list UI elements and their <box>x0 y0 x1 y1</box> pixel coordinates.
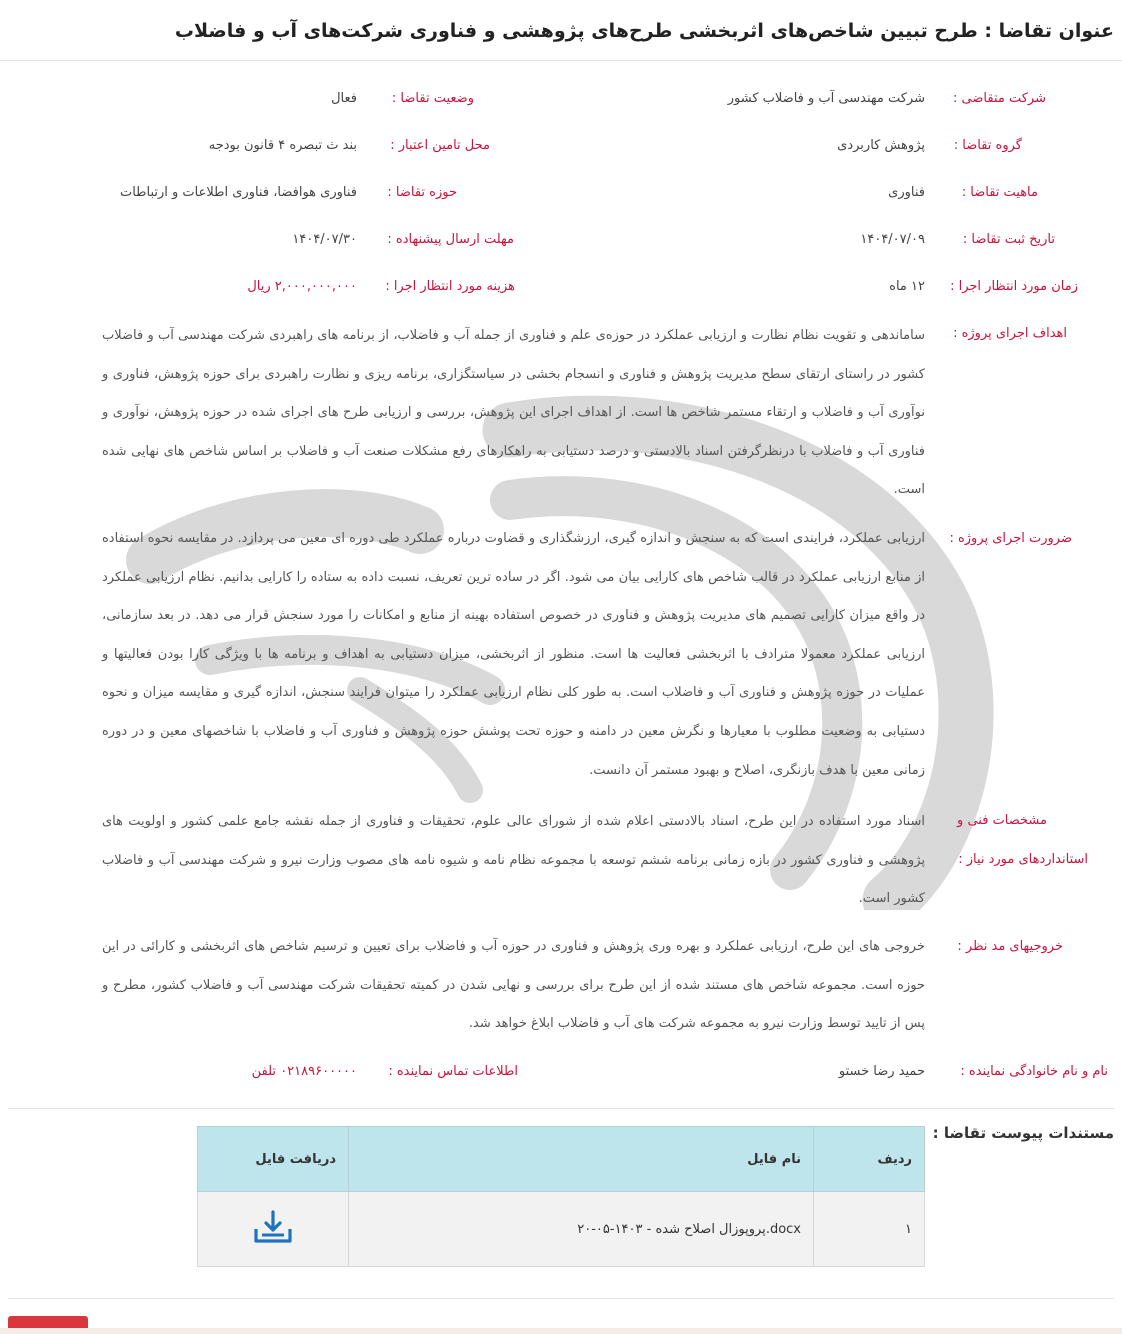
file-name: پروپوزال اصلاح شده - ۱۴۰۳-۰۵-۲۰.docx <box>577 1221 801 1237</box>
download-file-button[interactable] <box>253 1210 293 1248</box>
file-name-cell <box>349 1192 814 1267</box>
download-cell <box>198 1192 349 1267</box>
request-status-label: وضعیت تقاضا : <box>391 91 474 106</box>
page-bottom-edge <box>0 1328 1122 1334</box>
column-header-file-name: نام فایل <box>349 1127 814 1192</box>
title-bar <box>0 8 1122 61</box>
request-group-value: پژوهش کاربردی <box>837 138 925 153</box>
applicant-company-value: شرکت مهندسی آب و فاضلاب کشور <box>727 91 925 106</box>
row-number-cell: ۱ <box>814 1192 925 1267</box>
technical-specs-label-line2: استانداردهای مورد نیاز : <box>958 852 1088 867</box>
project-necessity-label: ضرورت اجرای پروژه : <box>949 531 1072 546</box>
footer-divider <box>8 1298 1114 1299</box>
contact-info-value: ۰۲۱۸۹۶۰۰۰۰۰ تلفن <box>251 1064 357 1079</box>
registration-date-value: ۱۴۰۴/۰۷/۰۹ <box>860 232 925 247</box>
request-title: عنوان تقاضا : طرح تبیین شاخص‌های اثربخشی طرح‌های پژوهشی و فناوری شرکت‌های آب و فاضلاب <box>174 20 1114 42</box>
applicant-company-label: شرکت متقاضی : <box>953 91 1046 106</box>
expected-cost-value: ۲,۰۰۰,۰۰۰,۰۰۰ ریال <box>247 279 357 294</box>
representative-name-label: نام و نام خانوادگی نماینده : <box>960 1064 1108 1079</box>
funding-source-value: بند ث تبصره ۴ قانون بودجه <box>208 138 357 153</box>
request-nature-label: ماهیت تقاضا : <box>961 185 1038 200</box>
technical-specs-label-line1: مشخصات فنی و <box>957 813 1047 828</box>
project-necessity-text: ارزیابی عملکرد، فرایندی است که به سنجش و اندازه گیری، ارزشگذاری و قضاوت درباره عملکرد طی دوره ای معین می پردازد. در مقایسه نحوه استفاده از منابع ارزیابی عملکرد در قالب شاخص های کارایی بیان می شود. اگر در ساده ترین تعریف، نسبت داده به ستاده را کارایی بدانیم. نظام ارزیابی عملکرد در واقع میزان کارایی تصمیم های مدیریت پژوهش و فناوری در خصوص استفاده بهینه از منابع و امکانات را مورد سنجش قرار می دهد. در بعد سازمانی، ارزیابی عملکرد معمولا مترادف با اثربخشی فعالیت ها است. منظور از اثربخشی، میزان دستیابی به اهداف و برنامه ها با ویژگی کارا بودن فعالیتها و عملیات در حوزه پژوهش و فناوری آب و فاضلاب است. به طور کلی نظام ارزیابی عملکرد را میتوان فرایند سنجش، اندازه گیری و مقایسه میزان و نحوه دستیابی به وضعیت مطلوب با معیارها و نگرش معین در دامنه و حوزه تحت پوشش حوزه پژوهش و فناوری آب و فاضلاب با شاخصهای معین و در دوره زمانی معین با هدف بازنگری، اصلاح و بهبود مستمر آن دانست. <box>102 531 925 778</box>
proposal-deadline-label: مهلت ارسال پیشنهاده : <box>387 232 514 247</box>
representative-name-value: حمید رضا خستو <box>838 1064 925 1079</box>
attachments-table <box>197 1126 925 1267</box>
project-goals-label: اهداف اجرای پروژه : <box>953 326 1067 341</box>
expected-duration-value: ۱۲ ماه <box>889 279 925 294</box>
proposal-deadline-value: ۱۴۰۴/۰۷/۳۰ <box>292 232 357 247</box>
table-row <box>198 1192 925 1267</box>
request-nature-value: فناوری <box>888 185 925 200</box>
request-status-value: فعال <box>331 91 357 106</box>
attachments-label: مستندات پیوست تقاضا : <box>932 1124 1114 1142</box>
registration-date-label: تاریخ ثبت تقاضا : <box>962 232 1055 247</box>
contact-info-label: اطلاعات تماس نماینده : <box>388 1064 518 1079</box>
expected-outputs-text: خروجی های این طرح، ارزیابی عملکرد و بهره وری پژوهش و فناوری در حوزه آب و فاضلاب برای تعیین و ترسیم شاخص های اثربخشی و کارائی در این حوزه است. مجموعه شاخص های مستند شده از این طرح برای بررسی و نهایی شدن در کمیته تحقیقات شرکت مهندسی آب و فاضلاب کشور، مطرح و پس از تایید توسط وزارت نیرو به مجموعه شرکت های آب و فاضلاب ابلاغ خواهد شد. <box>102 939 925 1032</box>
expected-outputs-label: خروجیهای مد نظر : <box>957 939 1063 954</box>
request-domain-label: حوزه تقاضا : <box>387 185 457 200</box>
project-goals-text: ساماندهی و تقویت نظام نظارت و ارزیابی عملکرد در حوزه‌ی علم و فناوری از جمله آب و فاضلاب، از برنامه های راهبردی شرکت مهندسی آب و فاضلاب کشور در راستای ارتقای سطح مدیریت پژوهش و فناوری و انسجام بخشی در سیاستگزاری، برنامه ریزی و نظارت راهبردی برای حوزه پژوهش، فناوری و نوآوری آب و فاضلاب و ارتقاء مستمر شاخص ها است. از اهداف اجرای این پژوهش، بررسی و ارزیابی طرح های اجرای شده در حوزه پژوهش، نوآوری و فناوری آب و فاضلاب با درنظرگرفتن اسناد بالادستی و درصد دستیابی به راهکارهای رفع مشکلات صنعت آب و فاضلاب بر اساس شاخص های نهایی شده است. <box>102 328 925 498</box>
technical-specs-text: اسناد مورد استفاده در این طرح، اسناد بالادستی اعلام شده از شورای عالی علوم، تحقیقات و فناوری از جمله نقشه جامع علمی کشور و اولویت های پژوهشی و فناوری کشور در بازه زمانی برنامه ششم توسعه با مجموعه نظام نامه و شیوه نامه های مصوب وزارت نیرو و شرکت مهندسی آب و فاضلاب کشور است. <box>102 814 925 907</box>
request-domain-value: فناوری هوافضا، فناوری اطلاعات و ارتباطات <box>119 185 357 200</box>
column-header-download: دریافت فایل <box>198 1127 349 1192</box>
attachments-header-row <box>198 1127 925 1192</box>
expected-cost-label: هزینه مورد انتظار اجرا : <box>385 279 515 294</box>
request-group-label: گروه تقاضا : <box>953 138 1022 153</box>
column-header-row-number: ردیف <box>814 1127 925 1192</box>
download-icon <box>253 1210 293 1244</box>
section-divider <box>8 1108 1114 1109</box>
funding-source-label: محل تامین اعتبار : <box>390 138 490 153</box>
expected-duration-label: زمان مورد انتظار اجرا : <box>950 279 1078 294</box>
